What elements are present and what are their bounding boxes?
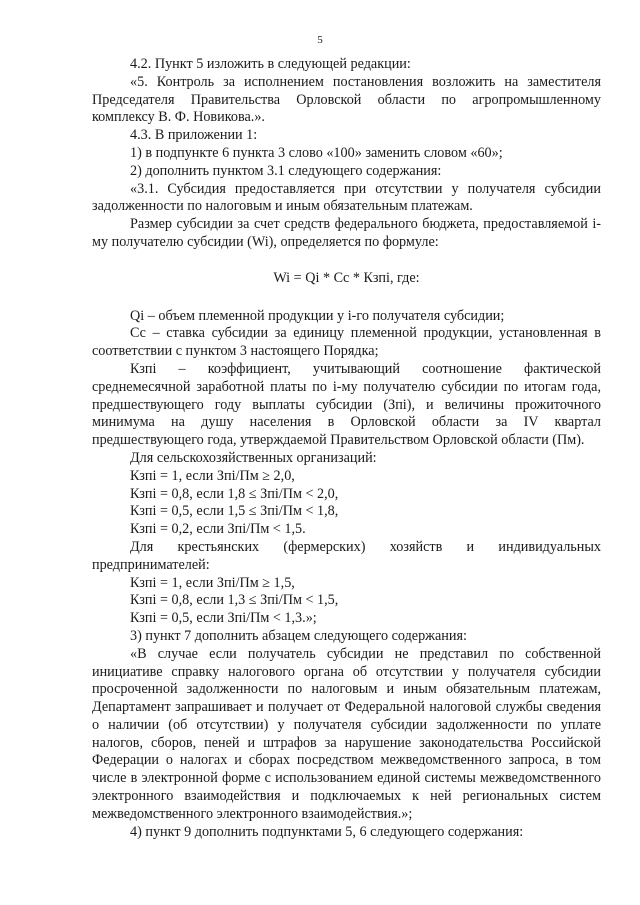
paragraph-tax-request: «В случае если получатель субсидии не представил по собственной инициативе справку налогового органа об отсутствии у получателя субсидии просроченной задолженности по налоговым и иным обязательным платежам, Департамент запрашивает и получает от Федеральной налоговой службы сведения о наличии (об отсутствии) у получателя субсидии задолженности по уплате налогов, сборов, пеней и штрафов за нарушение законодательства Российской Федерации о налогах и сборах посредством межведомственного запроса, в том числе в электронной форме с использованием единой системы межведомственного электронного взаимодействия и подключаемых к ней региональных систем межведомственного электронного взаимодействия.»;: [92, 645, 601, 822]
definition-qi: Qi – объем племенной продукции у i-го получателя субсидии;: [130, 307, 505, 324]
page-number: 5: [317, 34, 323, 46]
paragraph-control: «5. Контроль за исполнением постановления возложить на заместителя Председателя Правительства Орловской области по агропромышленному комплексу В. Ф. Новикова.».: [92, 73, 601, 126]
agri-rule: Кзпi = 1, если Зпi/Пм ≥ 2,0,: [130, 467, 295, 484]
farm-rule: Кзпi = 1, если Зпi/Пм ≥ 1,5,: [130, 574, 295, 591]
paragraph-3-1: «3.1. Субсидия предоставляется при отсутствии у получателя субсидии задолженности по налоговым и иным обязательным платежам.: [92, 180, 601, 215]
agri-rule: Кзпi = 0,8, если 1,8 ≤ Зпi/Пм < 2,0,: [130, 485, 339, 502]
document-body: [92, 56, 601, 841]
paragraph-4-2: 4.2. Пункт 5 изложить в следующей редакции:: [130, 56, 411, 72]
agri-rule: Кзпi = 0,2, если Зпi/Пм < 1,5.: [130, 521, 306, 538]
paragraph-subsidy-size: Размер субсидии за счет средств федерального бюджета, предоставляемой i-му получателю субсидии (Wi), определяется по формуле:: [92, 216, 601, 250]
paragraph-4-3: 4.3. В приложении 1:: [130, 127, 258, 144]
paragraph-item-4: 4) пункт 9 дополнить подпунктами 5, 6 следующего содержания:: [130, 823, 524, 840]
farm-heading: Для крестьянских (фермерских) хозяйств и индивидуальных предпринимателей:: [92, 538, 601, 573]
paragraph-item-2: 2) дополнить пунктом 3.1 следующего содержания:: [130, 162, 442, 179]
farm-rule: Кзпi = 0,5, если Зпi/Пм < 1,3.»;: [130, 610, 317, 627]
paragraph-item-1: 1) в подпункте 6 пункта 3 слово «100» заменить словом «60»;: [130, 144, 503, 161]
agri-rule: Кзпi = 0,5, если 1,5 ≤ Зпi/Пм < 1,8,: [130, 503, 339, 520]
paragraph-item-3: 3) пункт 7 дополнить абзацем следующего содержания:: [130, 627, 467, 644]
farm-rule: Кзпi = 0,8, если 1,3 ≤ Зпi/Пм < 1,5,: [130, 592, 339, 609]
formula: Wi = Qi * Cc * Кзпi, где:: [273, 269, 420, 286]
definition-cc: Сс – ставка субсидии за единицу племенной продукции, установленная в соответствии с пунктом 3 настоящего Порядка;: [92, 325, 601, 360]
agri-heading: Для сельскохозяйственных организаций:: [130, 449, 377, 466]
definition-kzpi: Кзпi – коэффициент, учитывающий соотношение фактической среднемесячной заработной платы по i-му получателю субсидии по итогам года, предшествующего году выплаты субсидии (Зпi), и величины прожиточного минимума на душу населения в Орловской области за IV квартал предшествующего года, утверждаемой Правительством Орловской области (Пм).: [92, 360, 601, 449]
